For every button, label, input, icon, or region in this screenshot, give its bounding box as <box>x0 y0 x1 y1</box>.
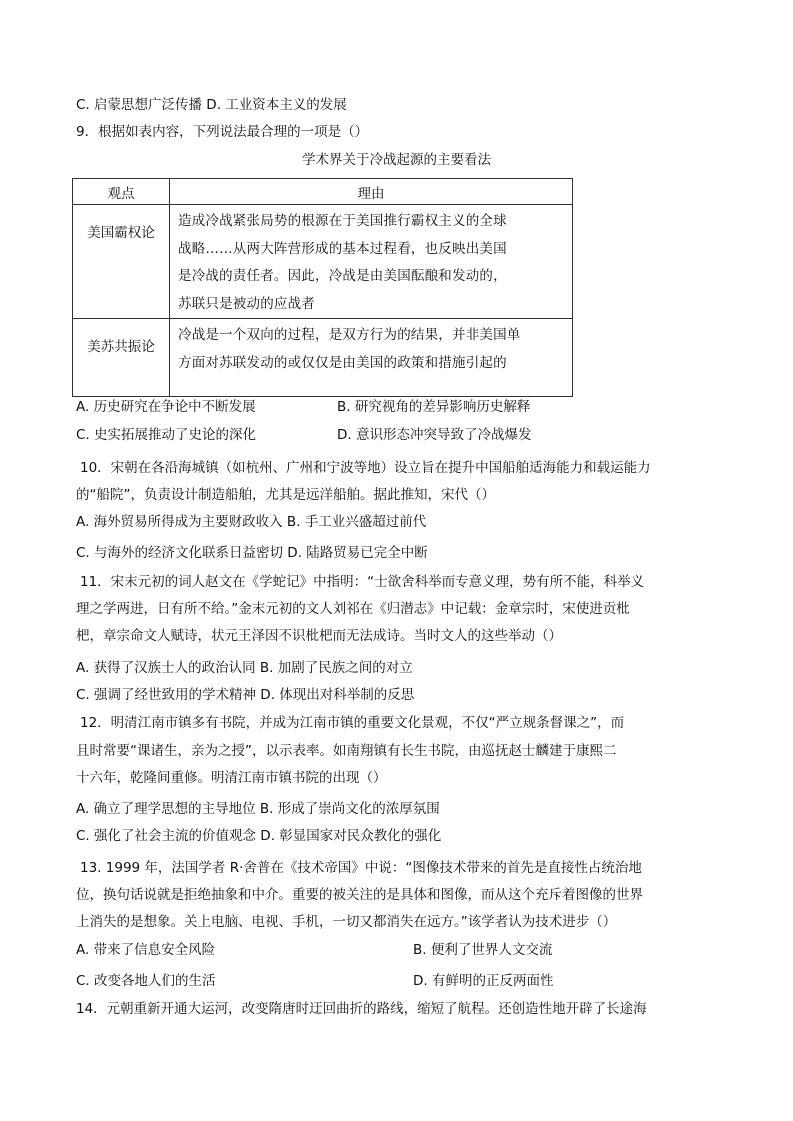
q13-stem-2: 位，换句话说就是拒绝抽象和中介。重要的被关注的是具体和图像，而从这个充斥着图像的世界 <box>76 887 643 903</box>
q9-option-d: D. 意识形态冲突导致了冷战爆发 <box>337 427 532 443</box>
q9-stem: 9．根据如表内容，下列说法最合理的一项是（） <box>76 124 369 140</box>
q10-stem-2: 的“船院”，负责设计制造船舶，尤其是远洋船舶。据此推知，宋代（） <box>76 487 495 503</box>
table-row-2-reason: 冷战是一个双向的过程，是双方行为的结果，并非美国单方面对苏联发动的或仅仅是由美国的政策和措施引起的 <box>170 319 573 397</box>
q12-stem-2: 且时常要“课诸生，亲为之授”，以示表率。如南翔镇有长生书院，由巡抚赵士麟建于康熙二 <box>76 743 617 759</box>
cold-war-views-table <box>72 178 573 397</box>
q13-option-c: C. 改变各地人们的生活 <box>76 973 216 989</box>
q12-options-ab: A. 确立了理学思想的主导地位 B. 形成了崇尚文化的浓厚氛围 <box>76 801 440 817</box>
q12-stem-1: 12．明清江南市镇多有书院，并成为江南市镇的重要文化景观，不仅“严立规条督课之”，而 <box>80 715 625 731</box>
q13-option-d: D. 有鲜明的正反两面性 <box>413 973 554 989</box>
q9-option-c: C. 史实拓展推动了史论的深化 <box>76 427 257 443</box>
header-view: 观点 <box>73 179 170 205</box>
q12-stem-3: 十六年，乾隆间重修。明清江南市镇书院的出现（） <box>76 770 387 786</box>
table-row-1-view: 美国霸权论 <box>73 205 170 319</box>
q13-option-a: A. 带来了信息安全风险 <box>76 942 216 958</box>
q10-options-ab: A. 海外贸易所得成为主要财政收入 B. 手工业兴盛超过前代 <box>76 514 427 530</box>
table-caption: 学术界关于冷战起源的主要看法 <box>302 152 491 168</box>
table-row-1-reason: 造成冷战紧张局势的根源在于美国推行霸权主义的全球战略……从两大阵营形成的基本过程看，也反映出美国是冷战的责任者。因此，冷战是由美国酝酿和发动的，苏联只是被动的应战者 <box>170 205 573 319</box>
q10-options-cd: C. 与海外的经济文化联系日益密切 D. 陆路贸易已完全中断 <box>76 545 428 561</box>
q13-option-b: B. 便利了世界人文交流 <box>413 942 553 958</box>
q11-stem-2: 理之学两进，日有所不给。”金末元初的文人刘祁在《归潜志》中记载：金章宗时，宋使进贡枇 <box>76 601 630 617</box>
q8-options-cd: C. 启蒙思想广泛传播 D. 工业资本主义的发展 <box>76 97 347 113</box>
q9-option-b: B. 研究视角的差异影响历史解释 <box>337 399 531 415</box>
q11-stem-3: 杷，章宗命文人赋诗，状元王泽因不识枇杷而无法成诗。当时文人的这些举动（） <box>76 628 562 644</box>
q12-options-cd: C. 强化了社会主流的价值观念 D. 彰显国家对民众教化的强化 <box>76 828 442 844</box>
q14-stem-1: 14．元朝重新开通大运河，改变隋唐时迂回曲折的路线，缩短了航程。还创造性地开辟了长途海 <box>76 1001 647 1017</box>
q11-stem-1: 11．宋末元初的词人赵文在《学蛇记》中指明：“士欲舍科举而专意义理，势有所不能，科举义 <box>80 574 645 590</box>
table-row-2-view: 美苏共振论 <box>73 319 170 397</box>
q10-stem-1: 10．宋朝在各沿海城镇（如杭州、广州和宁波等地）设立旨在提升中国船舶适海能力和载运能力 <box>80 460 651 476</box>
q13-stem-3: 上消失的是想象。关上电脑、电视、手机，一切又都消失在远方。”该学者认为技术进步（） <box>76 914 617 930</box>
q13-stem-1: 13. 1999 年，法国学者 R·舍普在《技术帝国》中说：“图像技术带来的首先是直接性占统治地 <box>80 860 642 876</box>
q11-options-cd: C. 强调了经世致用的学术精神 D. 体现出对科举制的反思 <box>76 687 415 703</box>
header-reason: 理由 <box>170 179 573 205</box>
q11-options-ab: A. 获得了汉族士人的政治认同 B. 加剧了民族之间的对立 <box>76 660 413 676</box>
q9-option-a: A. 历史研究在争论中不断发展 <box>76 399 256 415</box>
